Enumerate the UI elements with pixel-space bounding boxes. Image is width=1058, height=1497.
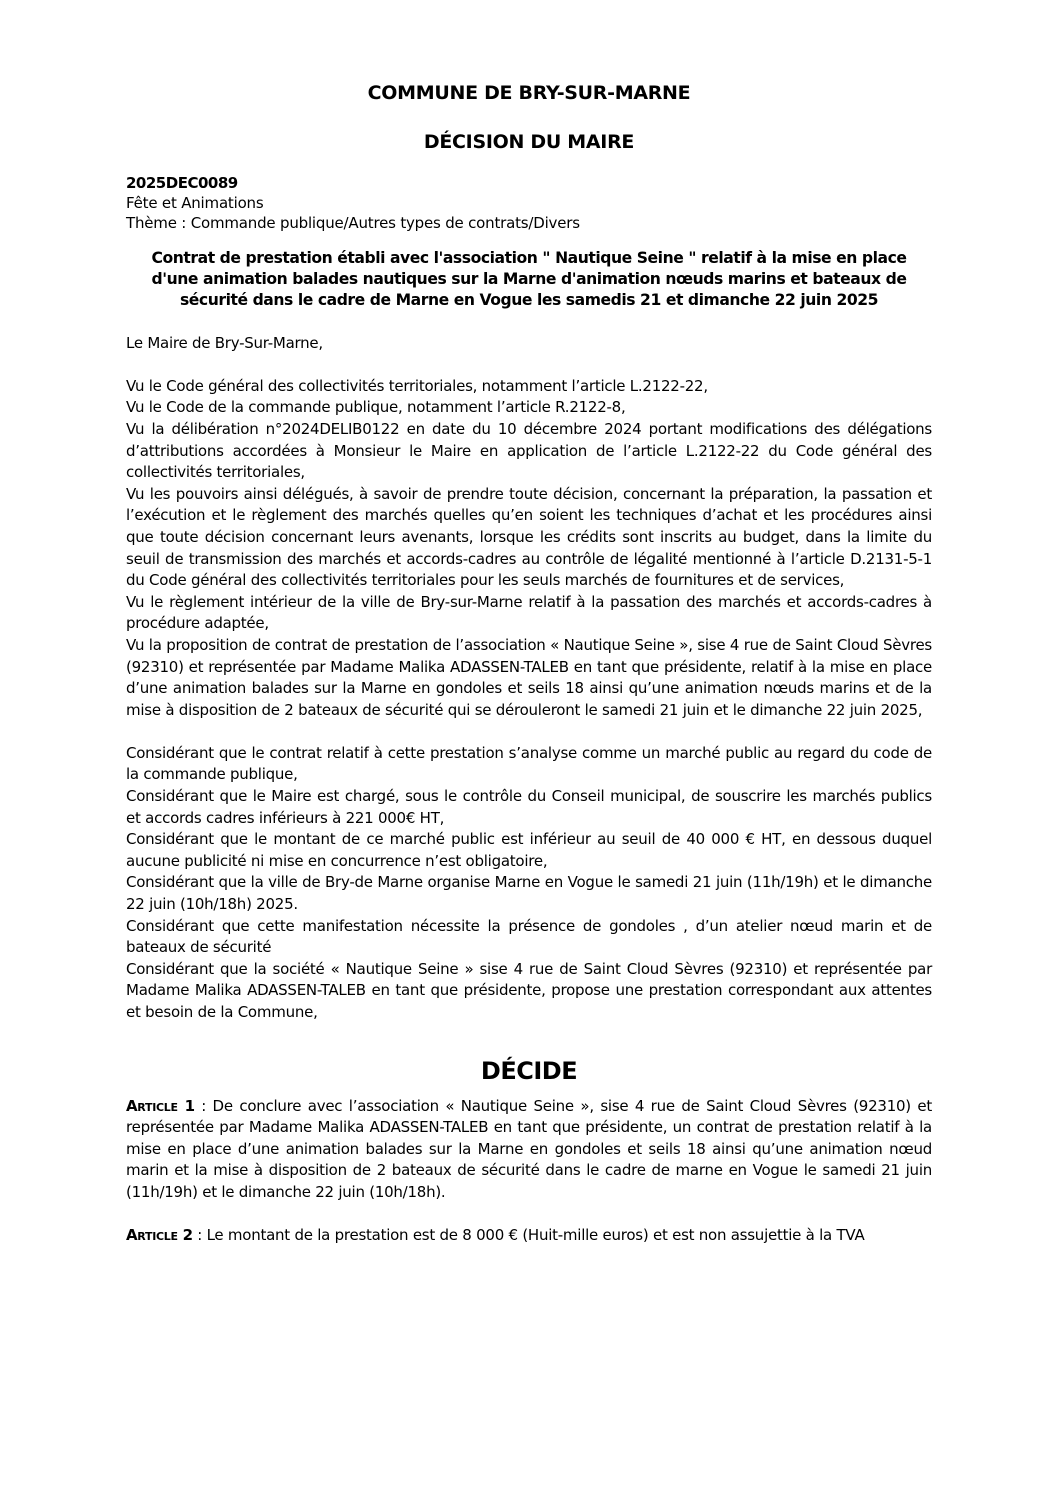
article-separator: : bbox=[192, 1226, 207, 1245]
vu-paragraph: Vu le règlement intérieur de la ville de Bry-sur-Marne relatif à la passation des marchés et accords-cadres à procédure adaptée, bbox=[126, 592, 932, 633]
vu-paragraph: Vu la délibération n°2024DELIB0122 en date du 10 décembre 2024 portant modifications des délégations d’attributions accordées à Monsieur le Maire en application de l’article L.2122-22 du Code général des collectivités territoriales, bbox=[126, 419, 932, 482]
document-title: DÉCISION DU MAIRE bbox=[423, 131, 635, 153]
vu-paragraph: Vu le Code général des collectivités territoriales, notamment l’article L.2122-22, bbox=[126, 376, 708, 395]
commune-name: COMMUNE DE BRY-SUR-MARNE bbox=[367, 82, 691, 104]
considerant-paragraph: Considérant que la ville de Bry-de Marne organise Marne en Vogue le samedi 21 juin (11h/19h) et le dimanche 22 juin (10h/18h) 2025. bbox=[126, 873, 932, 914]
considerant-paragraph: Considérant que la société « Nautique Seine » sise 4 rue de Saint Cloud Sèvres (92310) et représentée par Madame Malika ADASSEN-TALEB en tant que présidente, propose une prestation correspondant aux attentes et besoin de la Commune, bbox=[126, 959, 932, 1021]
article-text: Le montant de la prestation est de 8 000 € (Huit-mille euros) et est non assujettie à la TVA bbox=[206, 1226, 865, 1245]
mayor-line: Le Maire de Bry-Sur-Marne, bbox=[126, 333, 323, 352]
article-label: Article 1 bbox=[126, 1096, 195, 1115]
considerant-paragraph: Considérant que le Maire est chargé, sous le contrôle du Conseil municipal, de souscrire les marchés publics et accords cadres inférieurs à 221 000€ HT, bbox=[126, 787, 932, 827]
subject-line: Contrat de prestation établi avec l'association " Nautique Seine " relatif à la mise en place bbox=[151, 249, 907, 267]
vu-paragraph: Vu les pouvoirs ainsi délégués, à savoir de prendre toute décision, concernant la préparation, la passation et l’exécution et le règlement des marchés quelles qu’en soient les techniques d’achat et les procédures ainsi que toute décision concernant leurs avenants, lorsque les crédits sont inscrits au budget, dans la limite du seuil de transmission des marchés et accords-cadres au contrôle de légalité mentionné à l’article D.2131-5-1 du Code général des collectivités territoriales pour les seuls marchés de fournitures et de services, bbox=[126, 484, 932, 590]
article-2 bbox=[126, 1225, 932, 1247]
subject-line: d'une animation balades nautiques sur la Marne d'animation nœuds marins et bateaux de bbox=[151, 270, 907, 288]
document-body bbox=[126, 78, 932, 1247]
service-name: Fête et Animations bbox=[126, 194, 264, 212]
theme-line: Thème : Commande publique/Autres types de contrats/Divers bbox=[126, 214, 580, 232]
article-separator: : bbox=[194, 1096, 213, 1115]
considerant-paragraph: Considérant que le contrat relatif à cette prestation s’analyse comme un marché public au regard du code de la commande publique, bbox=[126, 743, 932, 784]
decision-subject bbox=[126, 248, 932, 311]
vu-paragraph: Vu le Code de la commande publique, notamment l’article R.2122-8, bbox=[126, 398, 626, 417]
decide-heading: DÉCIDE bbox=[480, 1056, 578, 1085]
considerant-section bbox=[126, 743, 932, 1024]
subject-line: sécurité dans le cadre de Marne en Vogue les samedis 21 et dimanche 22 juin 2025 bbox=[179, 291, 879, 309]
vu-paragraph: Vu la proposition de contrat de prestation de l’association « Nautique Seine », sise 4 rue de Saint Cloud Sèvres (92310) et représentée par Madame Malika ADASSEN-TALEB en tant que présidente, relatif à la mise en place d’une animation balades sur la Marne en gondoles et seils 18 ainsi qu’une animation nœuds marins et de la mise à disposition de 2 bateaux de sécurité qui se dérouleront le samedi 21 juin et le dimanche 22 juin 2025, bbox=[126, 635, 932, 719]
article-1 bbox=[126, 1096, 932, 1204]
considerant-paragraph: Considérant que le montant de ce marché public est inférieur au seuil de 40 000 € HT, en dessous duquel aucune publicité ni mise en concurrence n’est obligatoire, bbox=[126, 830, 932, 870]
decision-reference: 2025DEC0089 bbox=[126, 174, 238, 192]
considerant-paragraph: Considérant que cette manifestation nécessite la présence de gondoles , d’un atelier nœud marin et de bateaux de sécurité bbox=[126, 916, 932, 957]
vu-section bbox=[126, 376, 932, 722]
article-label: Article 2 bbox=[126, 1226, 193, 1245]
article-text: De conclure avec l’association « Nautique Seine », sise 4 rue de Saint Cloud Sèvres (92310) et représentée par Madame Malika ADASSEN-TALEB en tant que présidente, un contrat de prestation relatif à la mise en place d’une animation balades sur la Marne en gondoles et seils 18 ainsi qu’une animation nœud marin et la mise à disposition de 2 bateaux de sécurité dans le cadre de marne en Vogue le samedi 21 juin (11h/19h) et le dimanche 22 juin (10h/18h). bbox=[126, 1096, 932, 1201]
